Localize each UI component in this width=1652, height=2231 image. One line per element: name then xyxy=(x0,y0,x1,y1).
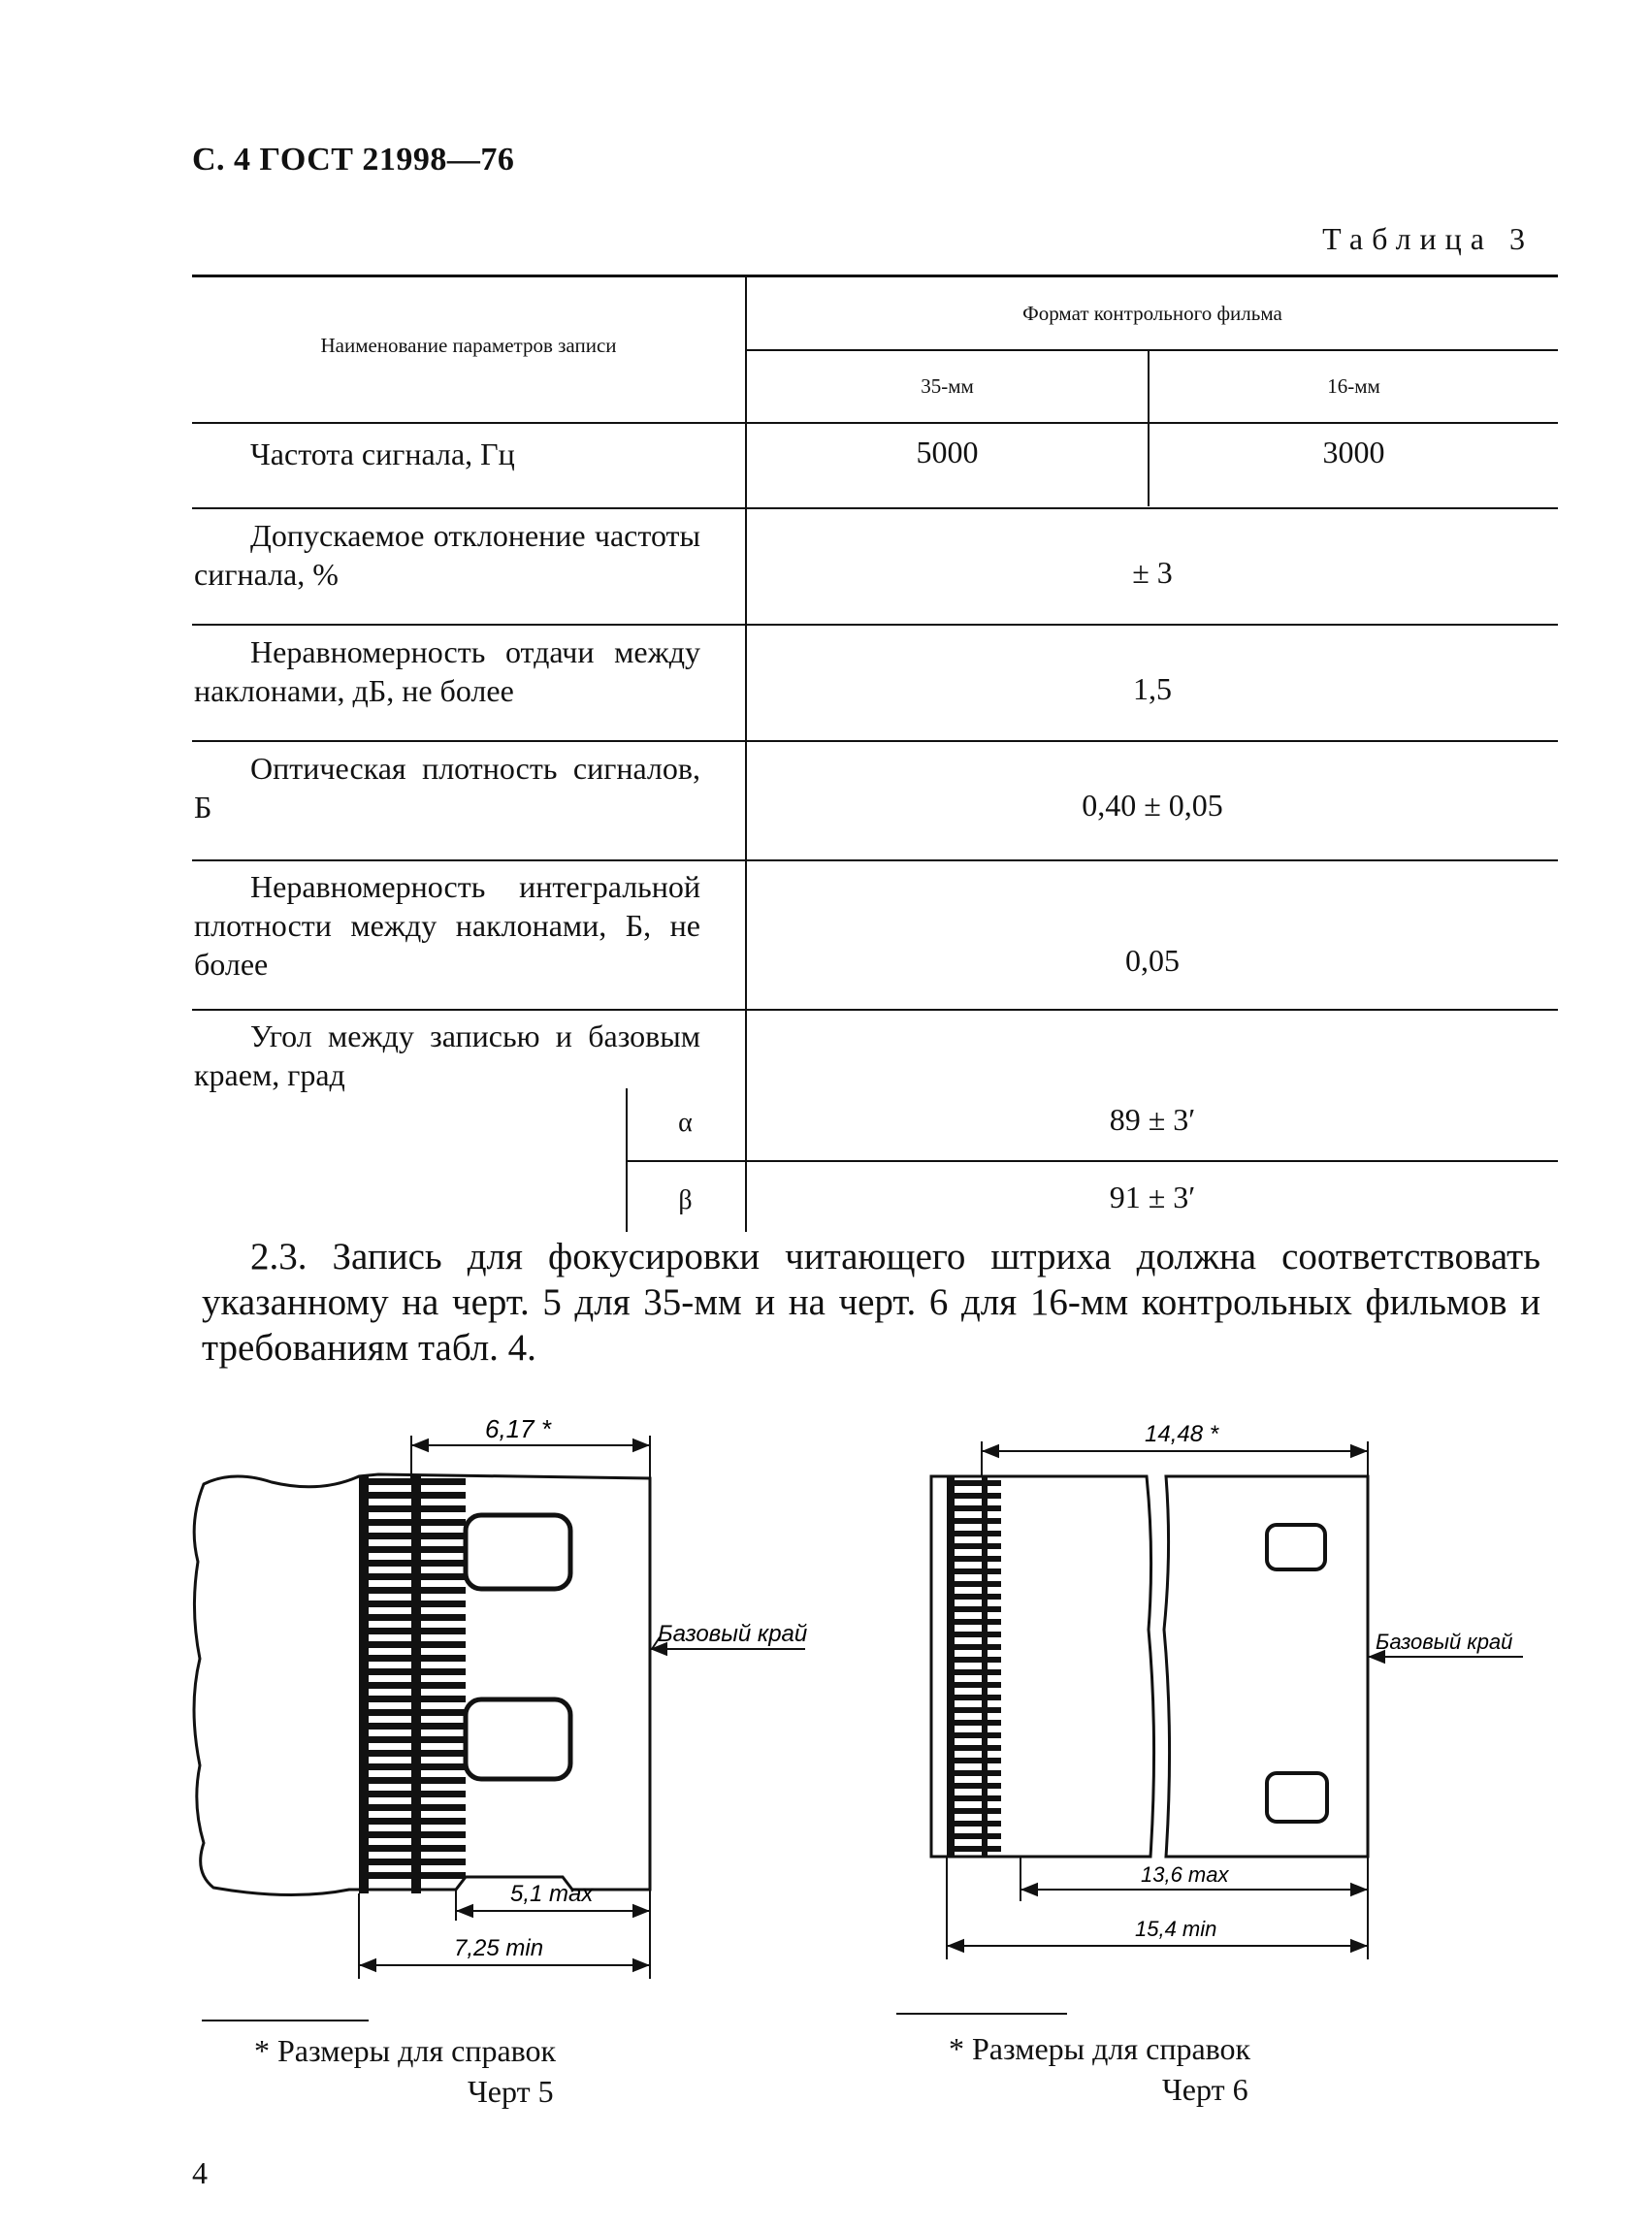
footnote-6: * Размеры для справок xyxy=(949,2031,1251,2066)
value-frequency-16mm: 3000 xyxy=(1322,435,1385,469)
value-nonuniformity: 1,5 xyxy=(1133,671,1172,706)
value-optical-density: 0,40 ± 0,05 xyxy=(1082,788,1223,823)
table-caption: Таблица 3 xyxy=(1322,221,1534,256)
caption-drawing-5: Черт 5 xyxy=(468,2074,554,2109)
row-label-integral-density: Неравномерность интегральной плотности между наклонами, Б, не более xyxy=(194,869,700,982)
column-header-parameters: Наименование параметров записи xyxy=(320,334,617,357)
column-header-35mm: 35-мм xyxy=(921,374,974,398)
column-header-format: Формат контрольного фильма xyxy=(1022,302,1282,325)
dim-outer-5: 7,25 min xyxy=(454,1935,544,1961)
paragraph-2-3: 2.3. Запись для фокусировки читающего штриха должна соответствовать указанному на черт. 5 для 35-мм и на черт. 6 для 16-мм контрольных фильмов и требованиям табл. 4. xyxy=(202,1236,1540,1369)
dim-outer-6: 15,4 min xyxy=(1135,1917,1217,1941)
column-header-16mm: 16-мм xyxy=(1327,374,1380,398)
row-label-angle: Угол между записью и базовым краем, град xyxy=(194,1018,700,1092)
page-header: С. 4 ГОСТ 21998—76 xyxy=(192,142,515,178)
page-number: 4 xyxy=(192,2155,208,2190)
beta-symbol: β xyxy=(678,1185,693,1215)
row-label-frequency: Частота сигнала, Гц xyxy=(250,436,515,471)
value-angle-alpha: 89 ± 3′ xyxy=(1109,1102,1196,1137)
caption-drawing-6: Черт 6 xyxy=(1162,2072,1248,2107)
drawing-6 xyxy=(912,1416,1533,1988)
footnote-5: * Размеры для справок xyxy=(254,2033,557,2068)
value-angle-beta: 91 ± 3′ xyxy=(1109,1180,1196,1214)
value-deviation: ± 3 xyxy=(1132,555,1173,590)
dim-inner-5: 5,1 max xyxy=(510,1881,594,1907)
value-frequency-35mm: 5000 xyxy=(916,435,979,469)
row-label-nonuniformity: Неравномерность отдачи между наклонами, дБ, не более xyxy=(194,634,700,708)
dim-top-5: 6,17 * xyxy=(485,1416,551,1443)
drawing-5 xyxy=(175,1416,873,2027)
row-label-deviation: Допускаемое отклонение частоты сигнала, % xyxy=(194,518,700,592)
dim-inner-6: 13,6 max xyxy=(1141,1862,1229,1887)
base-edge-label-5: Базовый край xyxy=(658,1621,808,1647)
dim-top-6: 14,48 * xyxy=(1145,1421,1219,1447)
value-integral-density: 0,05 xyxy=(1125,943,1180,978)
base-edge-label-6: Базовый край xyxy=(1376,1630,1513,1654)
row-label-optical-density: Оптическая плотность сигналов, Б xyxy=(194,751,700,824)
alpha-symbol: α xyxy=(678,1108,693,1138)
